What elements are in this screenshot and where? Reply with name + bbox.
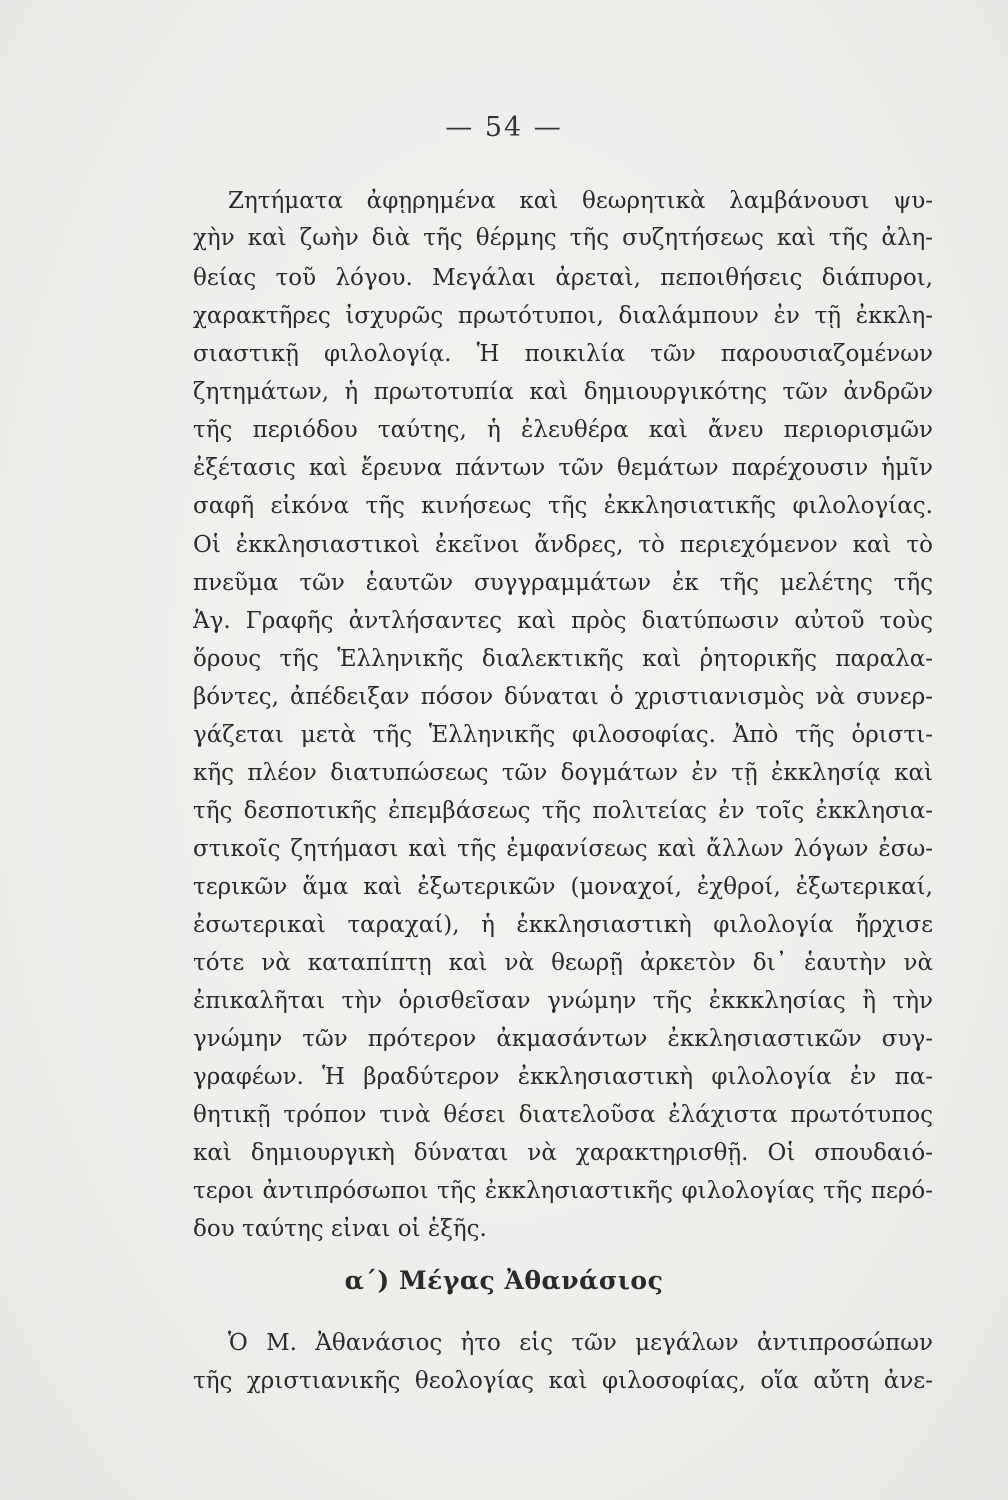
text-line: τότε νὰ καταπίπτῃ καὶ νὰ θεωρῇ ἀρκετὸν δι᾽ ἑαυτὴν νὰ xyxy=(193,950,933,976)
text-line: χαρακτῆρες ἰσχυρῶς πρωτότυποι, διαλάμπουν ἐν τῇ ἐκκλη- xyxy=(193,303,933,329)
text-line: τεροι ἀντιπρόσωποι τῆς ἐκκλησιαστικῆς φιλολογίας τῆς περό- xyxy=(193,1178,933,1204)
text-line: πνεῦμα τῶν ἑαυτῶν συγγραμμάτων ἐκ τῆς μελέτης τῆς xyxy=(193,570,933,596)
text-line: τερικῶν ἅμα καὶ ἐξωτερικῶν (μοναχοί, ἐχθροί, ἐξωτερικαί, xyxy=(193,874,933,900)
text-line: θητικῇ τρόπον τινὰ θέσει διατελοῦσα ἐλάχιστα πρωτότυπος xyxy=(193,1102,933,1128)
text-line: χὴν καὶ ζωὴν διὰ τῆς θέρμης τῆς συζητήσεως καὶ τῆς ἀλη- xyxy=(193,225,933,251)
text-line: καὶ δημιουργικὴ δύναται νὰ χαρακτηρισθῇ. Οἱ σπουδαιό- xyxy=(193,1140,933,1166)
section-heading: α΄) Μέγας Ἀθανάσιος xyxy=(344,1266,664,1295)
text-line: Ἁγ. Γραφῆς ἀντλήσαντες καὶ πρὸς διατύπωσιν αὐτοῦ τοὺς xyxy=(193,608,933,634)
text-line: ἐπικαλῆται τὴν ὁρισθεῖσαν γνώμην τῆς ἐκκκλησίας ἢ τὴν xyxy=(193,988,933,1014)
text-line: Ζητήματα ἀφῃρημένα καὶ θεωρητικὰ λαμβάνουσι ψυ- xyxy=(228,188,933,214)
text-line: γάζεται μετὰ τῆς Ἑλληνικῆς φιλοσοφίας. Ἀπὸ τῆς ὁριστι- xyxy=(193,722,933,748)
text-line: γνώμην τῶν πρότερον ἀκμασάντων ἐκκλησιαστικῶν συγ- xyxy=(193,1026,933,1052)
text-line: ἐσωτερικαὶ ταραχαί), ἡ ἐκκλησιαστικὴ φιλολογία ἤρχισε xyxy=(193,912,933,938)
text-line: ζητημάτων, ἡ πρωτοτυπία καὶ δημιουργικότης τῶν ἀνδρῶν xyxy=(193,379,933,405)
text-line: Οἱ ἐκκλησιαστικοὶ ἐκεῖνοι ἄνδρες, τὸ περιεχόμενον καὶ τὸ xyxy=(193,532,933,558)
text-line: τῆς περιόδου ταύτης, ἡ ἐλευθέρα καὶ ἄνευ περιορισμῶν xyxy=(193,417,933,443)
text-line: Ὁ Μ. Ἀθανάσιος ἦτο εἷς τῶν μεγάλων ἀντιπροσώπων xyxy=(228,1330,933,1356)
text-line: σιαστικῇ φιλολογίᾳ. Ἡ ποικιλία τῶν παρουσιαζομένων xyxy=(193,341,933,367)
text-line: σαφῆ εἰκόνα τῆς κινήσεως τῆς ἐκκλησιατικῆς φιλολογίας. xyxy=(193,493,933,519)
text-line: βόντες, ἀπέδειξαν πόσον δύναται ὁ χριστιανισμὸς νὰ συνερ- xyxy=(193,684,933,710)
text-line: ἐξέτασις καὶ ἔρευνα πάντων τῶν θεμάτων παρέχουσιν ἡμῖν xyxy=(193,455,933,481)
text-line: ὅρους τῆς Ἑλληνικῆς διαλεκτικῆς καὶ ῥητορικῆς παραλα- xyxy=(193,646,933,672)
page-number: — 54 — xyxy=(445,112,563,143)
text-line: τῆς δεσποτικῆς ἐπεμβάσεως τῆς πολιτείας ἐν τοῖς ἐκκλησια- xyxy=(193,798,933,824)
text-line: γραφέων. Ἡ βραδύτερον ἐκκλησιαστικὴ φιλολογία ἐν πα- xyxy=(193,1064,933,1090)
text-line: θείας τοῦ λόγου. Μεγάλαι ἀρεταὶ, πεποιθήσεις διάπυροι, xyxy=(193,265,933,291)
text-line: τῆς χριστιανικῆς θεολογίας καὶ φιλοσοφίας, οἵα αὔτη ἀνε- xyxy=(193,1368,933,1394)
text-line: κῆς πλέον διατυπώσεως τῶν δογμάτων ἐν τῇ ἐκκλησίᾳ καὶ xyxy=(193,760,933,786)
text-line: δου ταύτης εἶναι οἱ ἑξῆς. xyxy=(193,1216,487,1242)
text-line: στικοῖς ζητήμασι καὶ τῆς ἐμφανίσεως καὶ ἄλλων λόγων ἐσω- xyxy=(193,836,933,862)
